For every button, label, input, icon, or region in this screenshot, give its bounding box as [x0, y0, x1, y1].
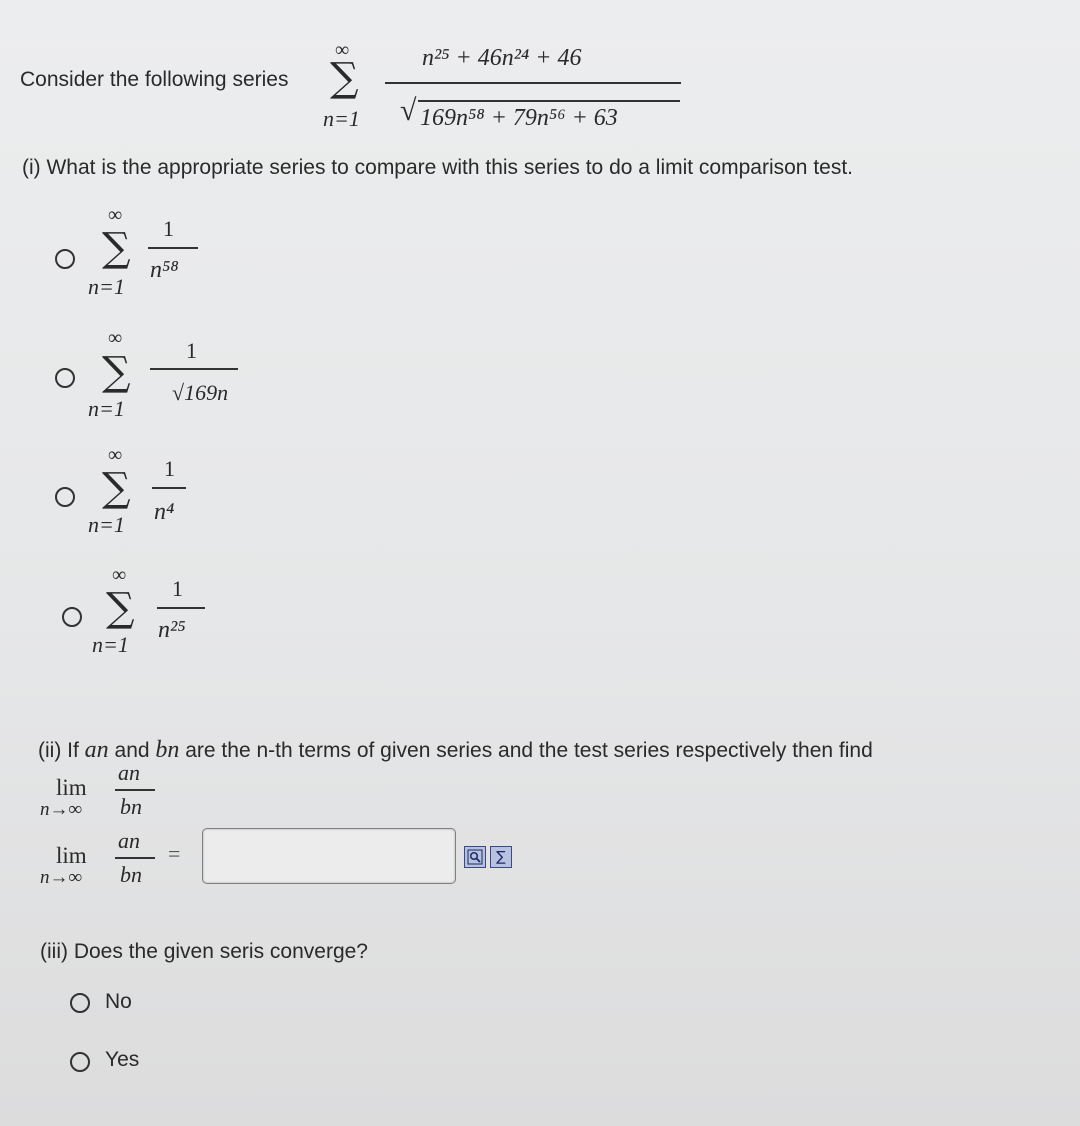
limit-1-word: lim	[56, 775, 87, 800]
limit-answer-input[interactable]	[202, 828, 456, 884]
option-3-bar	[152, 487, 186, 489]
option-3-radio[interactable]	[55, 487, 75, 507]
part2-q-bn: bn	[155, 737, 180, 763]
option-2-num: 1	[186, 338, 197, 363]
limit-2-word: lim	[56, 843, 87, 868]
main-sigma-icon: ∑	[330, 55, 359, 101]
converge-no-radio[interactable]	[70, 993, 90, 1013]
option-4-num: 1	[172, 576, 183, 601]
sigma-icon[interactable]: ∑	[490, 846, 512, 868]
main-numerator: n²⁵ + 46n²⁴ + 46	[422, 45, 582, 71]
option-1-num: 1	[163, 216, 174, 241]
option-2-radio[interactable]	[55, 368, 75, 388]
option-1-upper: ∞	[108, 204, 123, 226]
limit-1-sub: n→∞	[40, 799, 83, 820]
option-3-lower: n=1	[88, 512, 125, 537]
part2-q-and: and	[114, 739, 150, 762]
part3-question: (iii) Does the given seris converge?	[40, 940, 368, 963]
option-2-upper: ∞	[108, 327, 123, 349]
converge-yes-radio[interactable]	[70, 1052, 90, 1072]
limit-1-bar	[115, 789, 155, 791]
limit-1-num: an	[118, 760, 140, 785]
option-4-den: n²⁵	[158, 617, 186, 643]
preview-icon[interactable]	[464, 846, 486, 868]
main-radical-bar	[418, 100, 680, 102]
option-2-sigma-icon: ∑	[102, 349, 131, 395]
option-2-bar	[150, 368, 238, 370]
option-4-upper: ∞	[112, 564, 127, 586]
option-3-den: n⁴	[154, 499, 175, 525]
option-4-radio[interactable]	[62, 607, 82, 627]
part2-question	[38, 737, 873, 764]
option-4-bar	[157, 607, 205, 609]
main-denominator: 169n⁵⁸ + 79n⁵⁶ + 63	[420, 105, 618, 131]
magnifier-icon	[467, 849, 483, 865]
option-1-den: n⁵⁸	[150, 257, 179, 283]
option-1-lower: n=1	[88, 274, 125, 299]
equals-sign: =	[168, 841, 181, 866]
converge-no-label: No	[105, 990, 132, 1013]
option-2-lower: n=1	[88, 396, 125, 421]
main-sum-upper: ∞	[335, 39, 350, 61]
limit-2-den: bn	[120, 862, 142, 887]
option-1-sigma-icon: ∑	[102, 225, 131, 271]
part1-question: (i) What is the appropriate series to compare with this series to do a limit comparison test.	[22, 156, 853, 179]
option-3-sigma-icon: ∑	[102, 465, 131, 511]
limit-2-num: an	[118, 828, 140, 853]
option-1-bar	[148, 247, 198, 249]
limit-2-bar	[115, 857, 155, 859]
option-1-radio[interactable]	[55, 249, 75, 269]
part2-q-post: are the n-th terms of given series and the test series respectively then find	[185, 739, 873, 762]
option-2-den: √169n	[172, 380, 229, 405]
limit-1-den: bn	[120, 794, 142, 819]
part2-q-an: an	[84, 737, 109, 763]
converge-yes-label: Yes	[105, 1048, 140, 1071]
intro-text: Consider the following series	[20, 68, 289, 91]
limit-2-sub: n→∞	[40, 867, 83, 888]
option-4-sigma-icon: ∑	[106, 585, 135, 631]
main-fraction-bar	[385, 82, 681, 84]
option-4-lower: n=1	[92, 632, 129, 657]
part2-q-pre: (ii) If	[38, 739, 79, 762]
option-3-num: 1	[164, 456, 175, 481]
main-radical-icon: √	[400, 94, 417, 127]
main-sum-lower: n=1	[323, 106, 360, 131]
option-3-upper: ∞	[108, 444, 123, 466]
